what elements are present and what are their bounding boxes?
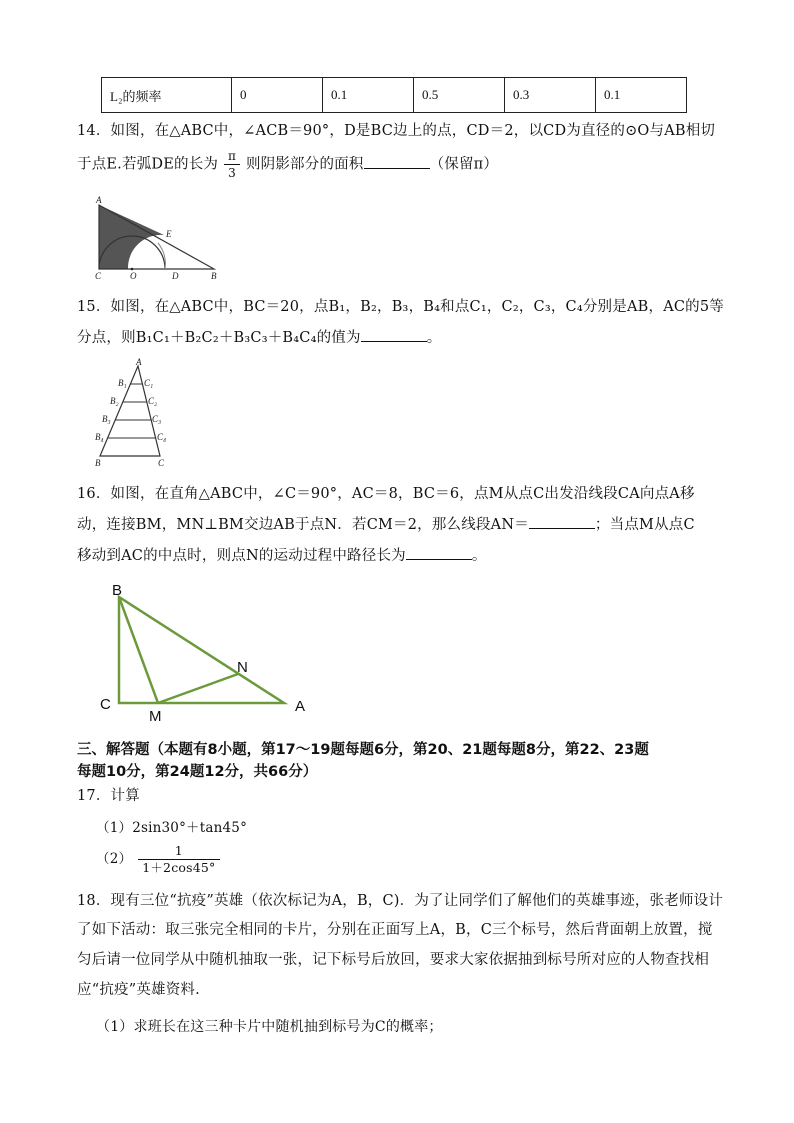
table-cell: 0.1 <box>323 78 414 113</box>
answer-blank[interactable] <box>406 545 472 560</box>
q16-line3 <box>77 544 487 565</box>
q14-line2-c: （保留π） <box>429 156 499 173</box>
label-c3: C₃ <box>152 414 162 424</box>
table-row <box>102 78 687 113</box>
q16-line3-a: 移动到AC的中点时，则点N的运动过程中路径长为 <box>77 548 406 564</box>
table-row-label: L₂的频率 <box>102 78 232 113</box>
table-cell: 0.5 <box>414 78 505 113</box>
q16-line3-b: 。 <box>471 548 487 564</box>
q17-part2-label: （2） <box>96 851 133 867</box>
answer-blank[interactable] <box>529 514 595 529</box>
q14-line2 <box>77 148 498 181</box>
q18-line2: 了如下活动：取三张完全相同的卡片，分别在正面写上A，B，C三个标号，然后背面朝上放置，搅 <box>77 922 713 938</box>
answer-blank[interactable] <box>361 327 427 342</box>
q15-line2-b: 。 <box>426 330 442 346</box>
label-c: C <box>158 458 165 468</box>
label-a: A <box>136 358 142 367</box>
section-heading-line2: 每题10分，第24题12分，共66分） <box>77 764 318 780</box>
q17-title: 17．计算 <box>77 788 140 804</box>
label-m: M <box>149 708 162 725</box>
label-b: B <box>112 582 123 599</box>
fraction-numerator: 1 <box>174 843 183 858</box>
q18-part1: （1）求班长在这三种卡片中随机抽到标号为C的概率； <box>96 1019 443 1035</box>
label-c: C <box>100 696 111 713</box>
label-b2: B₂ <box>110 396 119 406</box>
label-b3: B₃ <box>102 414 111 424</box>
q15-line1: 15．如图，在△ABC中，BC＝20，点B₁，B₂，B₃，B₄和点C₁，C₂，C₃，C₄分别是AB，AC的5等 <box>77 299 724 315</box>
label-a: A <box>96 195 102 205</box>
table-cell: 0 <box>232 78 323 113</box>
q15-figure <box>90 358 180 470</box>
label-b: B <box>211 271 217 281</box>
q14-figure <box>90 193 230 283</box>
q15-line2 <box>77 326 441 347</box>
q18-line4: 应“抗疫”英雄资料. <box>77 982 200 998</box>
table-cell: 0.1 <box>596 78 687 113</box>
q14-line1: 14．如图，在△ABC中，∠ACB＝90°，D是BC边上的点，CD＝2，以CD为直径的⊙O与AB相切 <box>77 123 716 139</box>
label-a: A <box>295 698 306 715</box>
q16-figure <box>90 578 330 728</box>
segment-mn <box>158 674 238 703</box>
label-c1: C₁ <box>144 378 154 388</box>
q14-line2-b: 则阴影部分的面积 <box>245 156 364 173</box>
center-point <box>131 268 134 271</box>
section-heading-line1: 三、解答题（本题有8小题，第17～19题每题6分，第20、21题每题8分，第22、23题 <box>77 742 649 758</box>
label-n: N <box>237 659 248 676</box>
shaded-region <box>99 205 164 269</box>
label-c: C <box>95 271 102 281</box>
segment-bm <box>119 597 158 703</box>
q17-part2 <box>96 843 226 876</box>
label-b4: B₄ <box>95 432 104 442</box>
label-d: D <box>172 271 179 281</box>
q14-line2-a: 于点E.若弧DE的长为 <box>77 156 219 173</box>
q17-fraction <box>138 843 219 876</box>
q16-line1: 16．如图，在直角△ABC中，∠C＝90°，AC＝8，BC＝6，点M从点C出发沿线段CA向点A移 <box>77 486 695 502</box>
label-e: E <box>166 229 172 239</box>
answer-blank[interactable] <box>364 154 430 169</box>
q18-line3: 匀后请一位同学从中随机抽取一张，记下标号后放回，要求大家依据抽到标号所对应的人物查找相 <box>77 952 710 968</box>
label-c2: C₂ <box>148 396 158 406</box>
q18-line1: 18．现有三位“抗疫”英雄（依次标记为A，B，C)．为了让同学们了解他们的英雄事迹，张老师设计 <box>77 893 724 909</box>
arc-length-fraction <box>224 148 240 181</box>
q17-part1: （1）2sin30°＋tan45° <box>96 820 248 836</box>
frequency-table <box>101 77 687 113</box>
label-b: B <box>95 458 101 468</box>
q16-line2-b: ；当点M从点C <box>594 517 695 533</box>
q16-line2 <box>77 513 695 534</box>
q16-line2-a: 动，连接BM，MN⊥BM交边AB于点N．若CM＝2，那么线段AN＝ <box>77 517 529 533</box>
fraction-denominator: 3 <box>224 164 240 181</box>
label-b1: B₁ <box>118 378 127 388</box>
table-cell: 0.3 <box>505 78 596 113</box>
fraction-numerator: π <box>227 149 237 163</box>
fraction-denominator: 1＋2cos45° <box>138 859 219 876</box>
label-c4: C₄ <box>157 432 167 442</box>
label-o: O <box>130 271 137 281</box>
q15-line2-a: 分点，则B₁C₁＋B₂C₂＋B₃C₃＋B₄C₄的值为 <box>77 330 361 346</box>
